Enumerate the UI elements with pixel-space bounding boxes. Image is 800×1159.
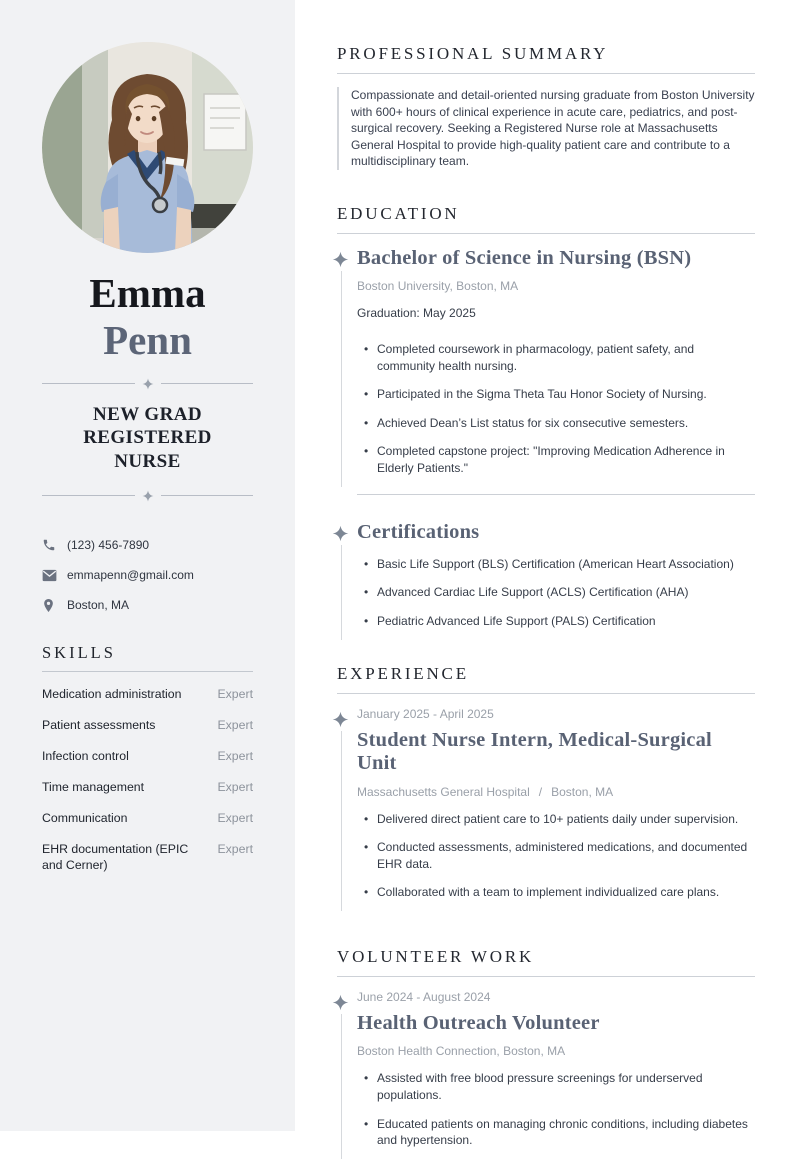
section-rule: [337, 976, 755, 977]
school-name: Boston University, Boston, MA: [357, 279, 519, 294]
section-rule: [337, 73, 755, 74]
skills-rule: [42, 671, 253, 672]
profile-photo: [42, 42, 253, 253]
experience-dates: January 2025 - April 2025: [357, 706, 494, 721]
experience-entry: [337, 707, 755, 901]
bullet-item: • Delivered direct patient care to 10+ patients daily under supervision.: [357, 811, 755, 828]
timeline-star-icon: [332, 251, 349, 268]
section-rule: [337, 233, 755, 234]
contact-location: [42, 598, 253, 613]
skill-level: Expert: [217, 779, 253, 794]
degree-title: Bachelor of Science in Nursing (BSN): [357, 246, 692, 269]
volunteer-entry: [337, 990, 755, 1149]
company-location-separator: /: [538, 784, 543, 799]
section-heading: EDUCATION: [337, 203, 460, 223]
timeline-star-icon: [332, 525, 349, 542]
email-address: emmapenn@gmail.com: [67, 568, 194, 583]
section-heading: VOLUNTEER WORK: [337, 946, 535, 966]
timeline-star-icon: [332, 994, 349, 1011]
skill-name: Communication: [42, 810, 128, 825]
skill-level: Expert: [217, 748, 253, 763]
contact-info: [42, 538, 253, 613]
skill-row: [42, 749, 253, 765]
skill-level: Expert: [217, 841, 253, 856]
email-icon: [42, 568, 57, 583]
skill-row: [42, 780, 253, 796]
sparkle-icon: [142, 490, 154, 502]
graduation-date: Graduation: May 2025: [357, 306, 476, 321]
certifications-title: Certifications: [357, 520, 480, 543]
company-line: [357, 785, 755, 799]
candidate-title: NEW GRAD REGISTERED NURSE: [83, 403, 212, 473]
first-name: Emma: [89, 270, 206, 316]
section-experience: [337, 664, 755, 901]
section-heading: PROFESSIONAL SUMMARY: [337, 44, 609, 63]
divider-top: [42, 378, 253, 390]
skill-level: Expert: [217, 717, 253, 732]
divider-bottom: [42, 490, 253, 502]
bullet-item: • Collaborated with a team to implement individualized care plans.: [357, 884, 755, 901]
summary-text: Compassionate and detail-oriented nursing graduate from Boston University with 600+ hours of clinical experience in acute care, pediatrics, and post-surgical recovery. Seeking a Registered Nurse role at Massachusetts General Hospital to provide high-quality patient care and contribute to a multidisciplinary team.: [337, 87, 755, 170]
sparkle-icon: [142, 378, 154, 390]
skill-row: [42, 842, 253, 874]
bullet-item: • Completed capstone project: "Improving Medication Adherence in Elderly Patients.": [357, 443, 755, 477]
bullet-item: • Educated patients on managing chronic conditions, including diabetes and hypertension.: [357, 1116, 755, 1150]
entry-divider: [357, 494, 755, 495]
volunteer-org: Boston Health Connection, Boston, MA: [357, 1044, 566, 1059]
section-rule: [337, 693, 755, 694]
bullet-item: • Basic Life Support (BLS) Certification (American Heart Association): [357, 556, 755, 573]
candidate-name: [42, 270, 253, 363]
section-heading: EXPERIENCE: [337, 663, 469, 683]
bullet-item: • Assisted with free blood pressure screenings for underserved populations.: [357, 1070, 755, 1104]
skill-row: [42, 687, 253, 703]
section-volunteer-work: [337, 947, 755, 1149]
volunteer-title: Health Outreach Volunteer: [357, 1011, 600, 1034]
skill-level: Expert: [217, 686, 253, 701]
skill-name: Infection control: [42, 748, 129, 763]
location-icon: [42, 598, 57, 613]
degree-bullets: [357, 341, 755, 476]
bullet-item: • Participated in the Sigma Theta Tau Honor Society of Nursing.: [357, 386, 755, 403]
skills-section: [42, 643, 253, 874]
contact-phone: [42, 538, 253, 553]
bullet-item: • Conducted assessments, administered medications, and documented EHR data.: [357, 839, 755, 873]
skill-name: EHR documentation (EPIC and Cerner): [42, 841, 189, 872]
volunteer-bullets: [357, 1070, 755, 1149]
skill-row: [42, 811, 253, 827]
bullet-item: • Advanced Cardiac Life Support (ACLS) Certification (AHA): [357, 584, 755, 601]
certification-bullets: [357, 556, 755, 629]
job-location: Boston, MA: [551, 784, 614, 799]
bullet-item: • Pediatric Advanced Life Support (PALS) Certification: [357, 613, 755, 630]
job-title: Student Nurse Intern, Medical-Surgical Unit: [357, 728, 712, 775]
location-text: Boston, MA: [67, 598, 130, 613]
last-name: Penn: [103, 316, 192, 363]
bullet-item: • Achieved Dean’s List status for six consecutive semesters.: [357, 415, 755, 432]
skill-name: Medication administration: [42, 686, 182, 701]
skill-name: Patient assessments: [42, 717, 156, 732]
section-professional-summary: [337, 44, 755, 170]
resume-sidebar: [0, 0, 295, 1131]
resume-main: [295, 0, 800, 1148]
nurse-portrait-illustration: [42, 42, 253, 253]
experience-bullets: [357, 811, 755, 901]
contact-email: [42, 568, 253, 583]
bullet-item: • Completed coursework in pharmacology, patient safety, and community health nursing.: [357, 341, 755, 375]
phone-icon: [42, 538, 57, 553]
volunteer-dates: June 2024 - August 2024: [357, 989, 491, 1004]
skill-name: Time management: [42, 779, 145, 794]
skill-level: Expert: [217, 810, 253, 825]
education-entry-degree: [337, 247, 755, 477]
skill-row: [42, 718, 253, 734]
company-name: Massachusetts General Hospital: [357, 784, 530, 799]
timeline-star-icon: [332, 711, 349, 728]
skills-heading: SKILLS: [42, 642, 116, 662]
phone-number: (123) 456-7890: [67, 538, 150, 553]
education-entry-certifications: [337, 521, 755, 630]
section-education: [337, 204, 755, 630]
